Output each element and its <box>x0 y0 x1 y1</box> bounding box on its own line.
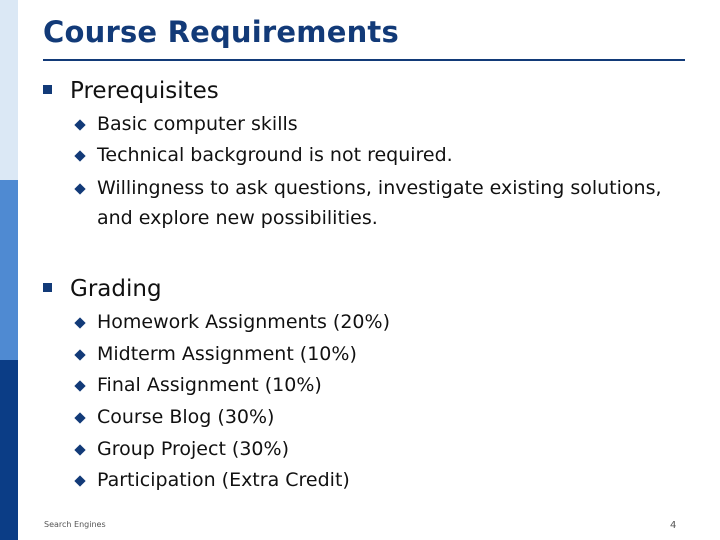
diamond-bullet-icon <box>74 349 85 360</box>
diamond-bullet-icon <box>74 317 85 328</box>
square-bullet-icon <box>43 85 52 94</box>
diamond-bullet-icon <box>74 475 85 486</box>
accent-bar-mid <box>0 180 18 360</box>
diamond-bullet-icon <box>74 412 85 423</box>
section-heading: Grading <box>70 276 162 302</box>
diamond-bullet-icon <box>74 183 85 194</box>
footer-label: Search Engines <box>44 520 106 529</box>
diamond-bullet-icon <box>74 150 85 161</box>
diamond-bullet-icon <box>74 380 85 391</box>
accent-bar-light <box>0 0 18 180</box>
page-number: 4 <box>670 520 677 531</box>
square-bullet-icon <box>43 283 52 292</box>
accent-bar-dark <box>0 360 18 540</box>
diamond-bullet-icon <box>74 444 85 455</box>
left-accent-bar <box>0 0 18 540</box>
diamond-bullet-icon <box>74 119 85 130</box>
section-heading: Prerequisites <box>70 78 219 104</box>
slide-title: Course Requirements <box>43 15 399 49</box>
title-underline <box>43 59 685 61</box>
